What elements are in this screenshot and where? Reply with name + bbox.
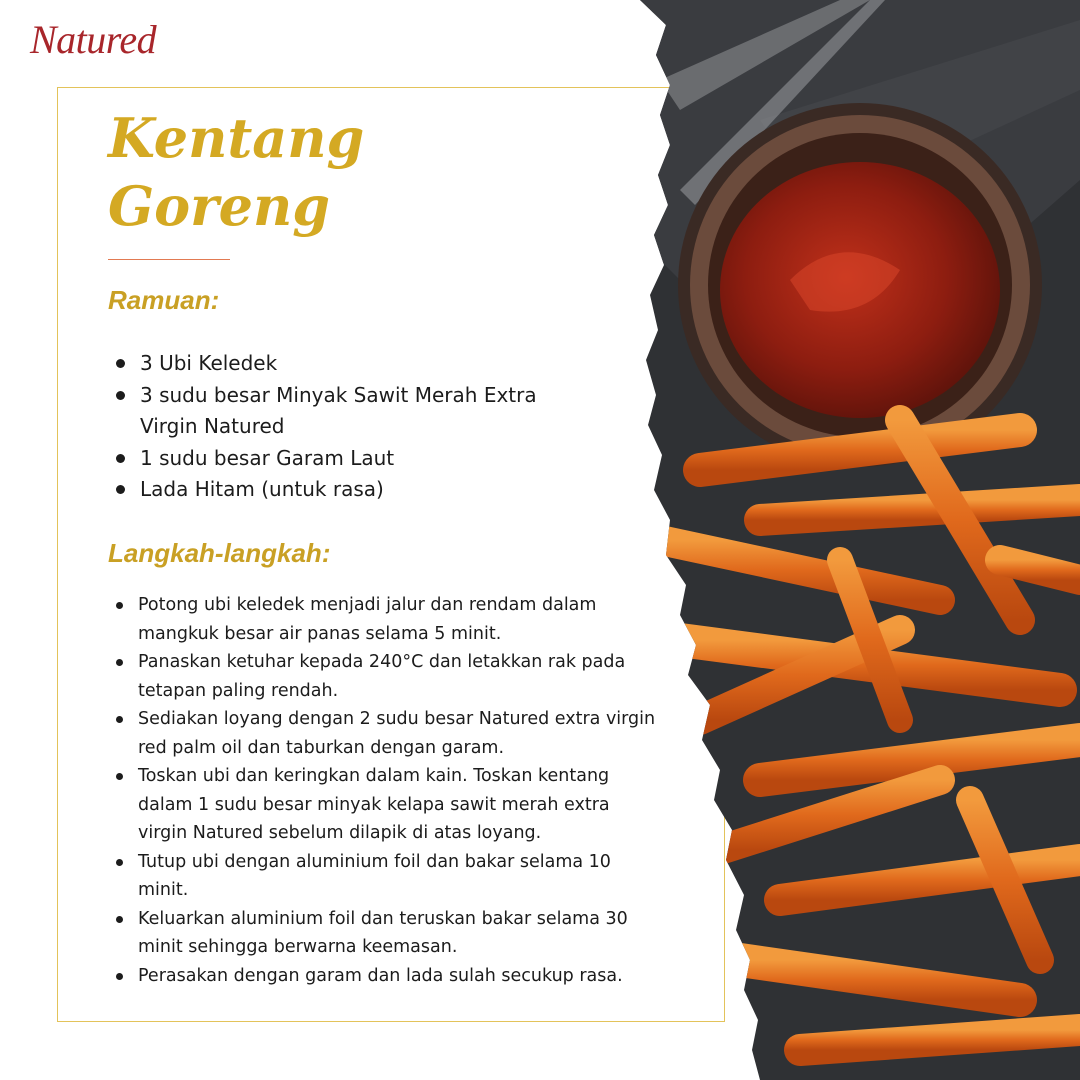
list-item: 1 sudu besar Garam Laut — [116, 443, 596, 475]
list-item: 3 Ubi Keledek — [116, 348, 596, 380]
ingredients-heading: Ramuan: — [108, 285, 220, 315]
list-item: Tutup ubi dengan aluminium foil dan bakar selama 10 minit. — [116, 848, 656, 905]
list-item: Potong ubi keledek menjadi jalur dan rendam dalam mangkuk besar air panas selama 5 minit. — [116, 591, 656, 648]
recipe-title — [108, 104, 364, 240]
ingredients-list — [116, 348, 596, 506]
steps-heading: Langkah-langkah: — [108, 538, 331, 568]
list-item: Sediakan loyang dengan 2 sudu besar Natured extra virgin red palm oil dan taburkan dengan garam. — [116, 705, 656, 762]
recipe-title-line2: Goreng — [108, 174, 330, 238]
recipe-title-line1: Kentang — [108, 106, 365, 170]
list-item: Perasakan dengan garam dan lada sulah secukup rasa. — [116, 962, 656, 991]
food-photo — [640, 0, 1080, 1080]
list-item: Panaskan ketuhar kepada 240°C dan letakkan rak pada tetapan paling rendah. — [116, 648, 656, 705]
list-item: 3 sudu besar Minyak Sawit Merah Extra Virgin Natured — [116, 380, 596, 443]
list-item: Keluarkan aluminium foil dan teruskan bakar selama 30 minit sehingga berwarna keemasan. — [116, 905, 656, 962]
steps-list — [116, 591, 656, 990]
list-item: Toskan ubi dan keringkan dalam kain. Toskan kentang dalam 1 sudu besar minyak kelapa sawit merah extra virgin Natured sebelum dilapik di atas loyang. — [116, 762, 656, 848]
list-item: Lada Hitam (untuk rasa) — [116, 474, 596, 506]
brand-logo: Natured — [30, 17, 157, 62]
title-divider — [108, 259, 230, 260]
